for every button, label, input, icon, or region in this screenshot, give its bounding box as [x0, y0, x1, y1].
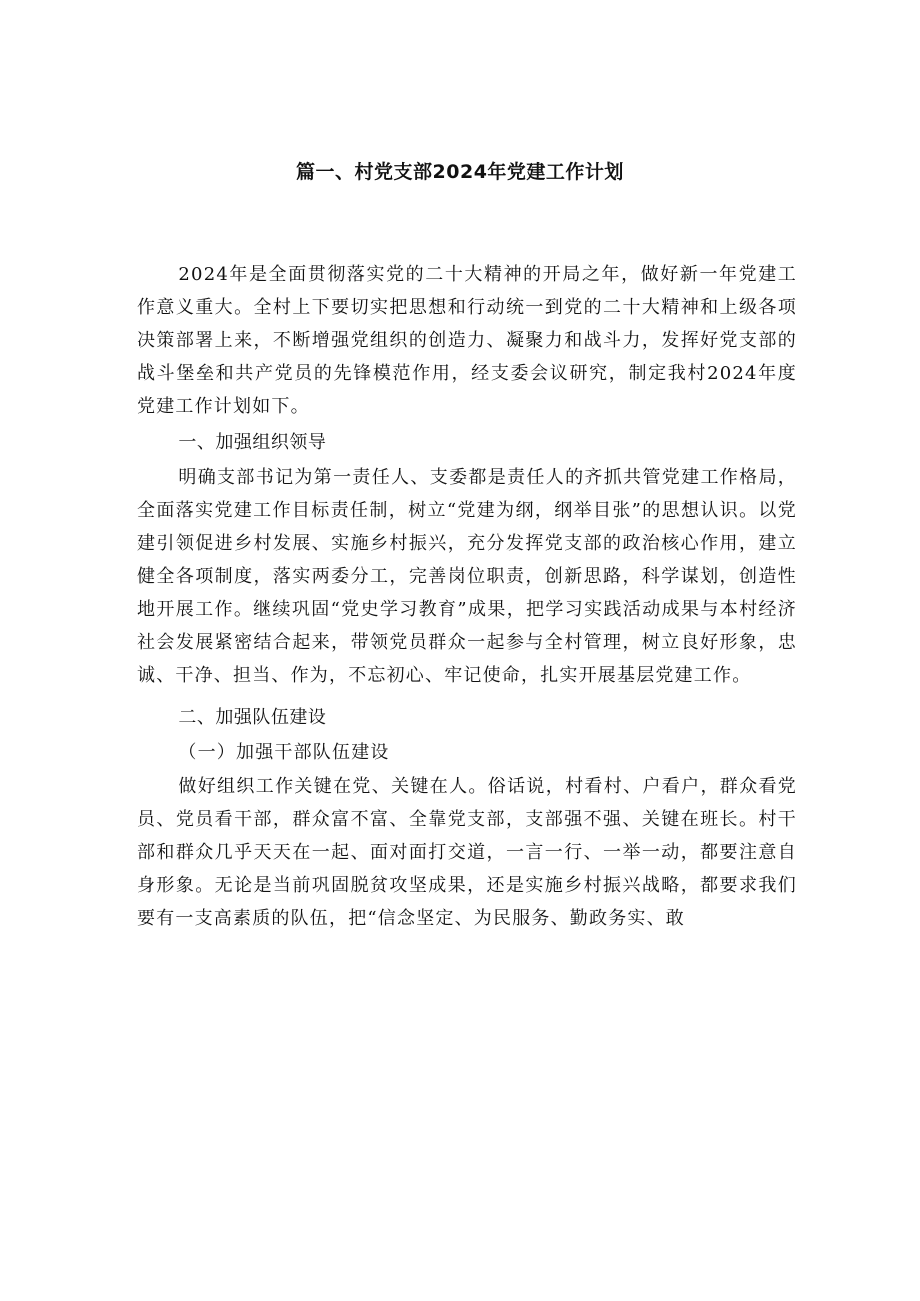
section-heading-team: 二、加强队伍建设 [178, 707, 327, 728]
section-heading-organization: 一、加强组织领导 [178, 432, 327, 453]
document-body [137, 258, 797, 935]
section-paragraph-organization: 明确支部书记为第一责任人、支委都是责任人的齐抓共管党建工作格局，全面落实党建工作目标责任制，树立“党建为纲，纲举目张”的思想认识。以党建引领促进乡村发展、实施乡村振兴，充分发挥党支部的政治核心作用，建立健全各项制度，落实两委分工，完善岗位职责，创新思路，科学谋划，创造性地开展工作。继续巩固“党史学习教育”成果，把学习实践活动成果与本村经济社会发展紧密结合起来，带领党员群众一起参与全村管理，树立良好形象，忠诚、干净、担当、作为，不忘初心、牢记使命，扎实开展基层党建工作。 [137, 467, 797, 686]
document-title: 篇一、村党支部2024年党建工作计划 [296, 161, 624, 183]
intro-paragraph: 2024年是全面贯彻落实党的二十大精神的开局之年，做好新一年党建工作意义重大。全村上下要切实把思想和行动统一到党的二十大精神和上级各项决策部署上来，不断增强党组织的创造力、凝聚力和战斗力，发挥好党支部的战斗堡垒和共产党员的先锋模范作用，经支委会议研究，制定我村2024年度党建工作计划如下。 [137, 264, 797, 417]
section-paragraph-cadre: 做好组织工作关键在党、关键在人。俗话说，村看村、户看户，群众看党员、党员看干部，群众富不富、全靠党支部，支部强不强、关键在班长。村干部和群众几乎天天在一起、面对面打交道，一言一行、一举一动，都要注意自身形象。无论是当前巩固脱贫攻坚成果，还是实施乡村振兴战略，都要求我们要有一支高素质的队伍，把“信念坚定、为民服务、勤政务实、敢 [137, 776, 797, 929]
subsection-heading-cadre: （一）加强干部队伍建设 [178, 742, 390, 763]
